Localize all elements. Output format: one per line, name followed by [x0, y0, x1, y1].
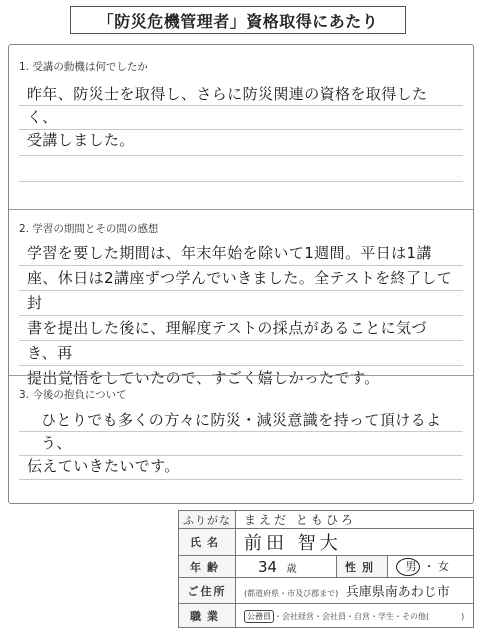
answer-text: [27, 241, 455, 391]
ruled-line: [19, 105, 463, 106]
section-heading: 2. 学習の期間とその間の感想: [19, 223, 159, 235]
section-divider: [9, 375, 473, 376]
answer-line: 座、休日は2講座ずつ学んでいきました。全テストを終了して封: [27, 269, 453, 312]
ruled-line: [19, 129, 463, 130]
furigana-label: ふりがな: [179, 511, 236, 529]
name-value: 前田 智大: [236, 529, 474, 556]
address-label: ご住所: [179, 578, 236, 604]
name-label: 氏名: [179, 529, 236, 556]
address-value: (都道府県・市及び郡まで) 兵庫県南あわじ市: [236, 578, 474, 604]
ruled-line: [19, 455, 463, 456]
answer-line: 受講しました。: [27, 131, 135, 149]
ruled-line: [19, 265, 463, 266]
ruled-line: [19, 365, 463, 366]
page-title: 「防災危機管理者」資格取得にあたり: [70, 6, 406, 34]
ruled-line: [19, 181, 463, 182]
age-label: 年齢: [179, 556, 236, 578]
gender-label: 性別: [337, 556, 388, 578]
answer-line: 昨年、防災士を取得し、さらに防災関連の資格を取得したく、: [27, 85, 428, 126]
ruled-line: [19, 290, 463, 291]
occupation-value: 公務員 ・会社経営・会社員・自営・学生・その他( ): [236, 604, 474, 628]
answer-line: 書を提出した後に、理解度テストの採点があることに気づき、再: [27, 319, 427, 362]
section-divider: [9, 209, 473, 210]
profile-table: [178, 510, 474, 628]
ruled-line: [19, 155, 463, 156]
ruled-line: [19, 340, 463, 341]
answer-line: 学習を要した期間は、年末年始を除いて1週間。平日は1講: [27, 244, 432, 262]
furigana-value: まえだ ともひろ: [236, 511, 474, 529]
answer-text: [27, 409, 455, 478]
answer-line: ひとりでも多くの方々に防災・減災意識を持って頂けるよう、: [41, 411, 442, 452]
gender-value: 男 ・ 女: [388, 556, 474, 578]
ruled-line: [19, 315, 463, 316]
occupation-selected: 公務員: [244, 610, 274, 623]
gender-male-selected: 男: [396, 558, 420, 576]
answer-line: 伝えていきたいです。: [27, 457, 180, 475]
age-value: 34 歳: [236, 556, 337, 578]
section-heading: 3. 今後の抱負について: [19, 389, 127, 401]
ruled-line: [19, 479, 463, 480]
ruled-line: [19, 431, 463, 432]
occupation-label: 職業: [179, 604, 236, 628]
survey-form: [8, 44, 474, 504]
answer-line: 提出覚悟をしていたので、すごく嬉しかったです。: [27, 369, 380, 387]
section-heading: 1. 受講の動機は何でしたか: [19, 61, 148, 73]
answer-text: [27, 83, 455, 152]
gender-female: 女: [438, 559, 449, 573]
